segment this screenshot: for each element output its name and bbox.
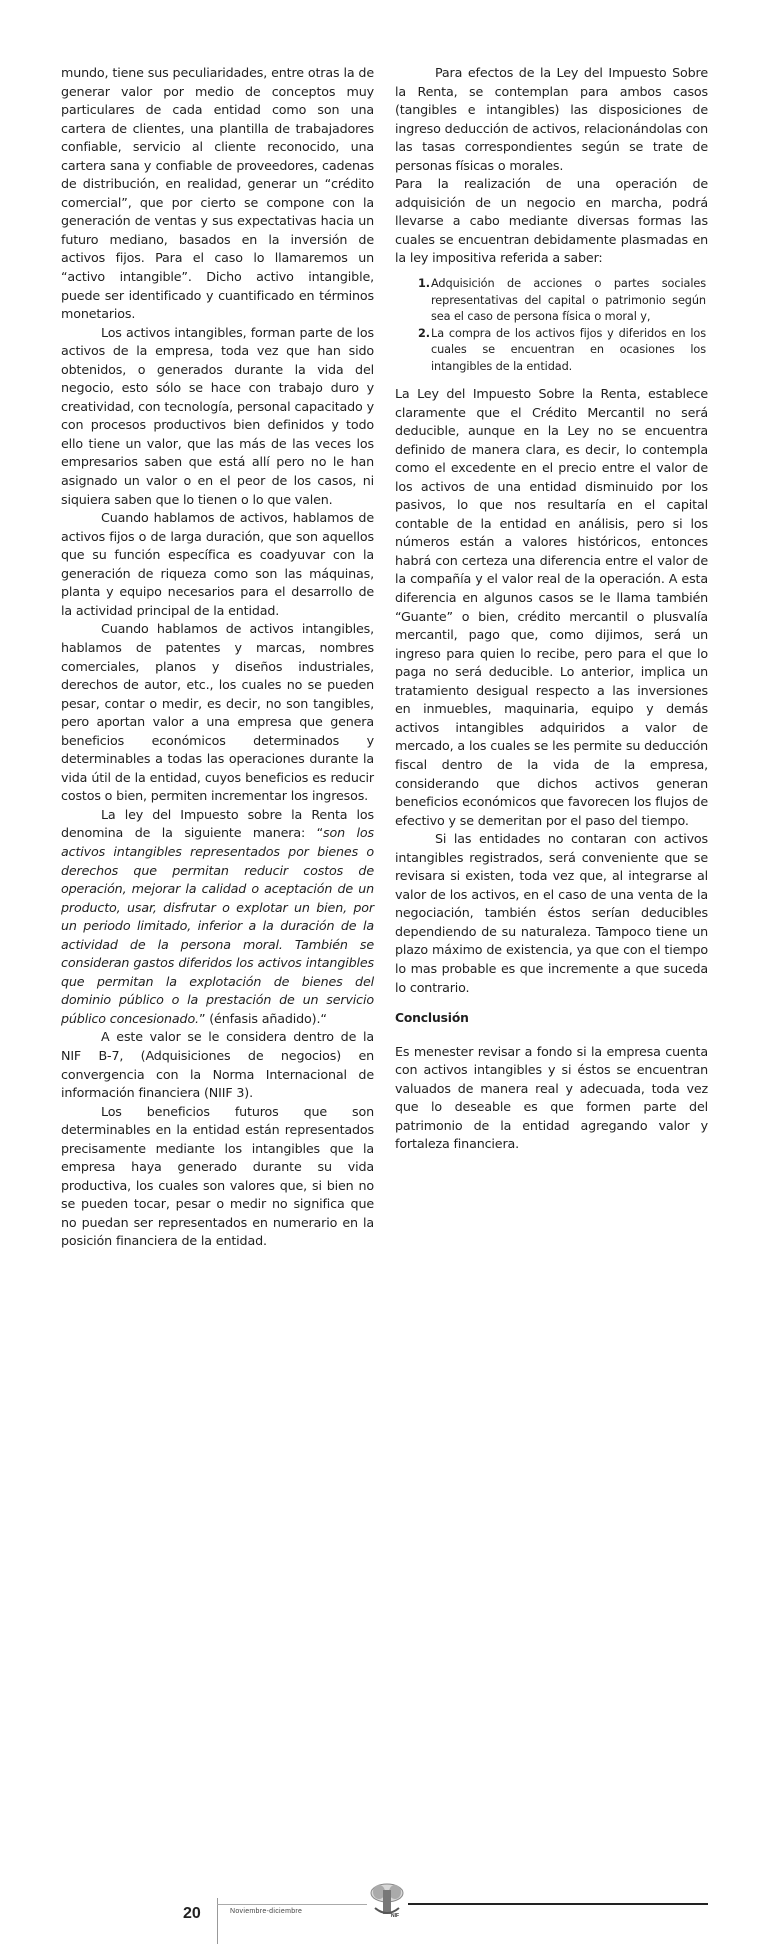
list-item: [395, 276, 706, 326]
list-text: Adquisición de acciones o partes sociales representativas del capital o patrimonio según sea el caso de persona física o moral y,: [431, 277, 706, 324]
issue-date: Noviembre-diciembre: [230, 1908, 303, 1915]
paragraph: Cuando hablamos de activos, hablamos de activos fijos o de larga duración, que son aquellos que su función específica es coadyuvar con la generación de riqueza como son las máquinas, planta y equipo necesarios para el desarrollo de la actividad principal de la entidad.: [61, 510, 374, 618]
paragraph: Los beneficios futuros que son determinables en la entidad están representados precisamente mediante los intangibles que la empresa haya generado durante su vida productiva, los cuales son valores que, si bien no se pueden tocar, pesar o medir no significa que no puedan ser representados en numerario en la posición financiera de la entidad.: [61, 1103, 374, 1249]
list-number: 2.: [418, 326, 430, 340]
quote-intro: La ley del Impuesto sobre la Renta los denomina de la siguiente manera: “: [61, 806, 374, 841]
paragraph: La Ley del Impuesto Sobre la Renta, establece claramente que el Crédito Mercantil no será deducible, aunque en la Ley no se encuentra definido de manera clara, es decir, lo contempla como el excedente en el precio entre el valor de los activos de una entidad disminuido por los pasivos, lo que nos resultaría en el capital contable de la entidad en análisis, pero si los números están a valores históricos, entonces habrá con certeza una diferencia entre el valor de la compañía y el valor real de la operación. A esta diferencia en algunos casos se le llama también “Guante” o bien, crédito mercantil o plusvalía mercantil, pago que, como dijimos, será un ingreso para quien lo recibe, pero para el que lo paga no será deducible. Lo anterior, implica un tratamiento desigual respecto a las inversiones en inmuebles, maquinaria, equipo y demás activos intangibles adquiridos a valor de mercado, a los cuales se les permite su deducción fiscal dentro de la vida de la empresa, considerando que dichos activos generan beneficios económicos que favorecen los flujos de efectivo y se demeritan por el paso del tiempo.: [395, 386, 708, 828]
paragraph: Si las entidades no contaran con activos intangibles registrados, será conveniente que se revisara si existen, toda vez que, al integrarse al valor de los activos, en el caso de una venta de la negociación, también éstos serían deducibles dependiendo de su naturaleza. Tampoco tiene un plazo máximo de existencia, ya que con el tiempo lo mas probable es que incremente a que suceda lo contrario.: [395, 831, 708, 995]
paragraph: mundo, tiene sus peculiaridades, entre otras la de generar valor por medio de conceptos muy particulares de cada entidad como son una cartera de clientes, una plantilla de trabajadores confiable, servicio al cliente reconocido, una cartera sana y confiable de proveedores, cadenas de distribución, en realidad, generar un “crédito comercial”, que por cierto se compone con la generación de ventas y sus expectativas hacia un futuro mediano, basados en la inversión de activos fijos. Para el caso lo llamaremos un “activo intangible”. Dicho activo intangible, puede ser identificado y cuantificado en términos monetarios.: [61, 65, 374, 322]
left-column: [61, 64, 374, 1251]
paragraph: Para la realización de una operación de adquisición de un negocio en marcha, podrá llevarse a cabo mediante diversas formas las cuales se encuentran debidamente plasmadas en la ley impositiva referida a saber:: [395, 176, 708, 266]
logo-text: NIF: [391, 1913, 400, 1919]
list-number: 1.: [418, 277, 430, 291]
paragraph: A este valor se le considera dentro de la NIF B-7, (Adquisiciones de negocios) en convergencia con la Norma Internacional de información financiera (NIIF 3).: [61, 1029, 374, 1101]
paragraph: Es menester revisar a fondo si la empresa cuenta con activos intangibles y si éstos se encuentran valuados de manera real y adecuada, toda vez que lo deseable es que formen parte del patrimonio de la entidad agregando valor y fortaleza financiera.: [395, 1043, 708, 1152]
paragraph: Los activos intangibles, forman parte de los activos de la empresa, toda vez que han sido obtenidos, o generados durante la vida del negocio, esto sólo se hace con trabajo duro y creatividad, con tecnología, personal capacitado y con procesos productivos bien definidos y todo ello tiene un valor, que las más de las veces los empresarios saben que está allí pero no le han asignado un valor o en el peor de los casos, ni siquiera saben que lo tienen o lo que valen.: [61, 324, 374, 507]
list-item: [395, 326, 706, 376]
list-text: La compra de los activos fijos y diferidos en los cuales se encuentran en ocasiones los intangibles de la entidad.: [431, 326, 706, 373]
paragraph: Para efectos de la Ley del Impuesto Sobre la Renta, se contemplan para ambos casos (tangibles e intangibles) las disposiciones de ingreso deducción de activos, relacionándolas con las tasas correspondientes según se trate de personas físicas o morales.: [395, 65, 708, 173]
page-number: 20: [183, 1905, 201, 1922]
quote-text: son los activos intangibles representados por bienes o derechos que permitan reducir costos de operación, mejorar la calidad o aceptación de un producto, usar, disfrutar o explotar un bien, por un periodo limitado, inferior a la duración de la actividad de la persona moral. También se consideran gastos diferidos los activos intangibles que permitan la explotación de bienes del dominio público o la prestación de un servicio público concesionado.: [61, 825, 374, 1026]
footer-rule-thick: [408, 1903, 708, 1905]
footer-rule-thin: [217, 1904, 367, 1905]
paragraph: Cuando hablamos de activos intangibles, hablamos de patentes y marcas, nombres comerciales, planos y diseños industriales, derechos de autor, etc., los cuales no se pueden pesar, contar o medir, es decir, no son tangibles, pero aportan valor a una empresa que genera beneficios económicos determinados y determinables a todas las operaciones durante la vida útil de la entidad, cuyos beneficios es reducir costos o bien, permiten incrementar los ingresos.: [61, 621, 374, 804]
quote-end: ” (énfasis añadido).“: [198, 1010, 327, 1026]
numbered-list: [395, 276, 708, 375]
publisher-logo-icon: [365, 1880, 409, 1920]
section-heading: Conclusión: [395, 1011, 469, 1026]
